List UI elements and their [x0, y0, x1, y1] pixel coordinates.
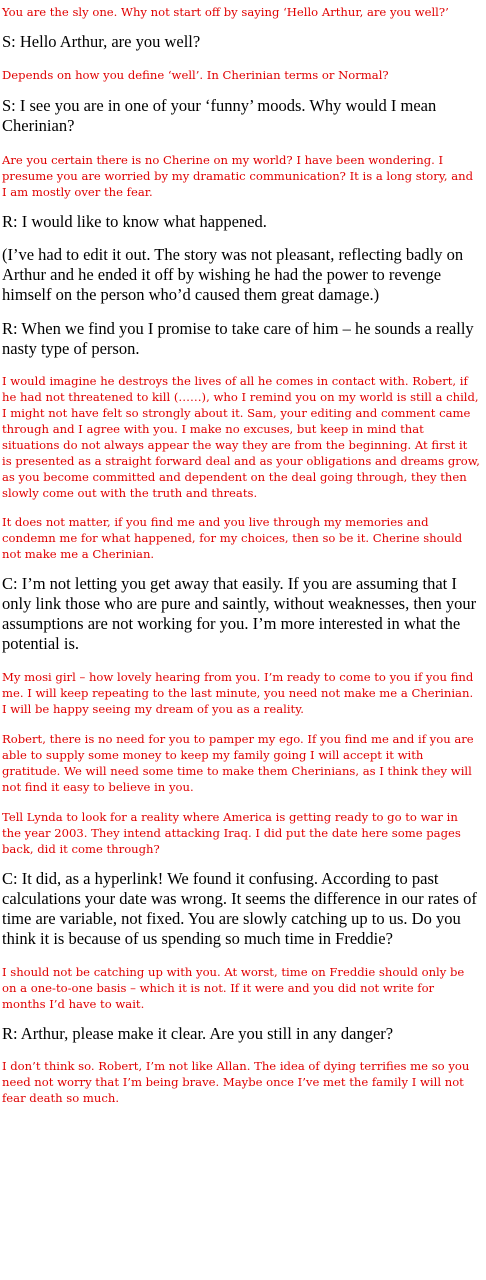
arthur-paragraph: You are the sly one. Why not start off by saying ‘Hello Arthur, are you well?’: [2, 5, 449, 19]
arthur-paragraph: Robert, there is no need for you to pamper my ego. If you find me and if you are able to supply some money to keep my family going I will accept it with gratitude. We will need some time to make them Cherinians, as I think they will not find it easy to believe in you.: [2, 732, 474, 794]
arthur-paragraph: It does not matter, if you find me and you live through my memories and condemn me for what happened, for my choices, then so be it. Cherine should not make me a Cherinian.: [2, 515, 463, 561]
speaker-paragraph: S: Hello Arthur, are you well?: [2, 32, 201, 51]
arthur-paragraph: I should not be catching up with you. At worst, time on Freddie should only be on a one-to-one basis – which it is not. If it were and you did not write for months I’d have to wait.: [2, 965, 465, 1011]
arthur-paragraph: I don’t think so. Robert, I’m not like Allan. The idea of dying terrifies me so you need not worry that I’m being brave. Maybe once I’ve met the family I will not fear death so much.: [2, 1059, 470, 1105]
arthur-paragraph: I would imagine he destroys the lives of all he comes in contact with. Robert, if he had not threatened to kill (……), who I remind you on my world is still a child, I might not have felt so strongly about it. Sam, your editing and comment came through and I agree with you. I make no excuses, but keep in mind that situations do not always appear the way they are from the beginning. At first it is presented as a straight forward deal and as your obligations and dreams grow, as you become committed and dependent on the deal going through, they then slowly come out with the truth and threats.: [2, 374, 480, 500]
speaker-paragraph: C: It did, as a hyperlink! We found it confusing. According to past calculations your date was wrong. It seems the difference in our rates of time are variable, not fixed. You are slowly catching up to us. Do you think it is because of us spending so much time in Freddie?: [2, 869, 477, 948]
arthur-paragraph: Are you certain there is no Cherine on my world? I have been wondering. I presume you are worried by my dramatic communication? It is a long story, and I am mostly over the fear.: [2, 153, 474, 199]
arthur-paragraph: Depends on how you define ‘well’. In Cherinian terms or Normal?: [2, 68, 389, 82]
speaker-paragraph: C: I’m not letting you get away that easily. If you are assuming that I only link those who are pure and saintly, without weaknesses, then your assumptions are not working for you. I’m more interested in what the potential is.: [2, 574, 477, 653]
speaker-paragraph: R: I would like to know what happened.: [2, 212, 267, 231]
speaker-paragraph: R: When we find you I promise to take care of him – he sounds a really nasty type of person.: [2, 319, 474, 358]
speaker-paragraph: R: Arthur, please make it clear. Are you still in any danger?: [2, 1024, 394, 1043]
editor-note-paragraph: (I’ve had to edit it out. The story was not pleasant, reflecting badly on Arthur and he ended it off by wishing he had the power to revenge himself on the person who’d caused them great damage.): [2, 245, 464, 304]
speaker-paragraph: S: I see you are in one of your ‘funny’ moods. Why would I mean Cherinian?: [2, 96, 437, 135]
arthur-paragraph: My mosi girl – how lovely hearing from you. I’m ready to come to you if you find me. I will keep repeating to the last minute, you need not make me a Cherinian. I will be happy seeing my dream of you as a reality.: [2, 670, 474, 716]
arthur-paragraph: Tell Lynda to look for a reality where America is getting ready to go to war in the year 2003. They intend attacking Iraq. I did put the date here some pages back, did it come through?: [2, 810, 461, 856]
